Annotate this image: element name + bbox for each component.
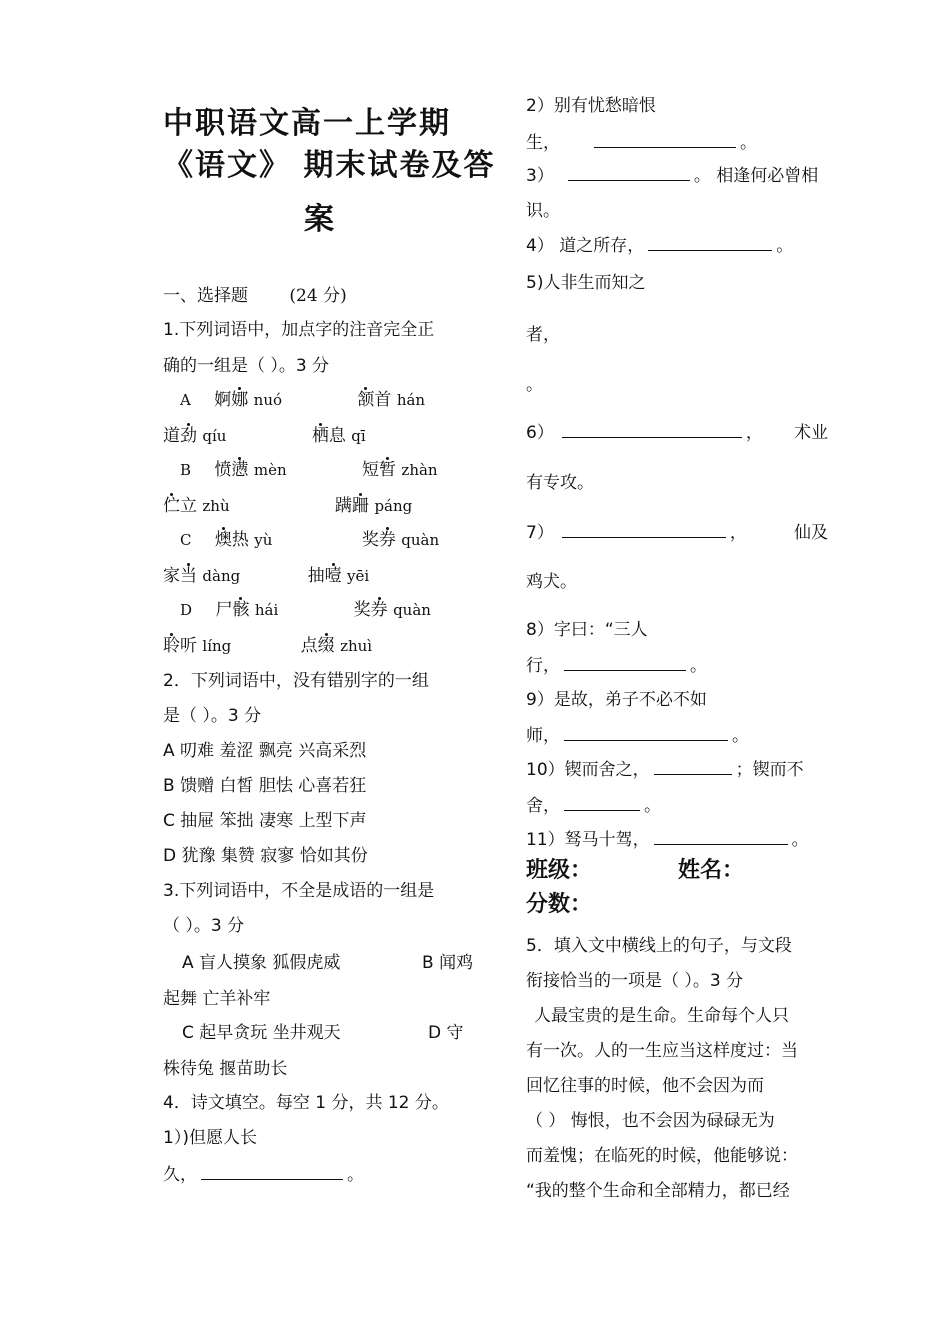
q4-stem: 4．诗文填空。每空 1 分，共 12 分。 (163, 1093, 449, 1113)
word: 颔首 (357, 390, 392, 410)
answer-blank[interactable] (562, 421, 742, 438)
option-letter: C (180, 531, 192, 549)
word: 点缀 (300, 636, 335, 656)
answer-blank[interactable] (648, 234, 772, 251)
section-label: 一、选择题 (163, 286, 248, 306)
q4-item11: 11）驽马十驾， 。 (526, 830, 809, 850)
pinyin: zhàn (401, 461, 438, 479)
word: 抽噎 (307, 566, 342, 586)
q3-option-c: C 起早贪玩 坐井观天 (182, 1023, 341, 1043)
pinyin: qíu (202, 427, 227, 445)
pinyin: páng (374, 497, 413, 515)
q5-line-3: 人最宝贵的是生命。生命每个人只 (534, 1006, 789, 1026)
title-line-1: 中职语文高一上学期 (163, 106, 451, 141)
word: 栖息 (311, 426, 346, 446)
word: 伫立 (163, 496, 197, 516)
q5-line-6: （ ） 悔恨，也不会因为碌碌无为 (526, 1111, 775, 1131)
q3-option-ab-cont: 起舞 亡羊补牢 (163, 989, 271, 1009)
word: 短暂 (362, 460, 397, 480)
section-heading (163, 284, 347, 308)
q5-line-4: 有一次。人的一生应当这样度过：当 (526, 1041, 798, 1061)
q3-option-cd-cont: 株待兔 揠苗助长 (163, 1059, 288, 1079)
q4-item10-a: 10）锲而舍之， ；锲而不 (526, 760, 804, 780)
score-label: 分数： (526, 892, 593, 917)
q4-item4: 4） 道之所存， 。 (526, 236, 794, 256)
name-label: 姓名： (678, 858, 745, 883)
q3-option-d: D 守 (428, 1023, 464, 1043)
answer-blank[interactable] (594, 131, 736, 148)
q1-option-b-row1 (180, 458, 438, 482)
pinyin: zhù (202, 497, 230, 515)
pinyin: hái (254, 601, 279, 619)
q4-item7-d: 鸡犬。 (526, 572, 577, 592)
q4-item7-a: 7） ， (526, 523, 747, 543)
q5-line-5: 回忆往事的时候，他不会因为而 (526, 1076, 764, 1096)
q4-item3-c: 识。 (526, 201, 560, 221)
answer-blank[interactable] (654, 828, 788, 845)
word: 道劲 (163, 426, 197, 446)
q5-line-8: “我的整个生命和全部精力，都已经 (526, 1181, 790, 1201)
q2-option-c: C 抽屉 笨拙 凄寒 上型下声 (163, 811, 367, 831)
q3-stem-2: （ ）。3 分 (163, 916, 245, 936)
word: 奖券 (361, 530, 396, 550)
q1-option-d-row1 (180, 598, 431, 622)
answer-blank[interactable] (201, 1163, 343, 1180)
title-line-2: 《语文》 期末试卷及答 (163, 148, 496, 183)
q4-item8-a: 8）字曰：“三人 (526, 620, 648, 640)
word: 家当 (163, 566, 197, 586)
q3-option-b: B 闻鸡 (422, 953, 474, 973)
q1-option-d-row2 (163, 634, 372, 658)
q4-item6-c: 术业 (794, 423, 828, 443)
q1-option-a-row2 (163, 424, 366, 448)
q2-stem-2: 是（ ）。3 分 (163, 706, 262, 726)
q1-option-c-row1 (180, 528, 439, 552)
q4-item10-b: 舍， 。 (526, 796, 661, 816)
option-letter: A (180, 391, 191, 409)
q1-option-a-row1 (180, 388, 425, 412)
q4-item5-b: 者， (526, 325, 560, 345)
q2-stem-1: 2．下列词语中，没有错别字的一组 (163, 671, 429, 691)
q4-item6-d: 有专攻。 (526, 473, 594, 493)
q4-item3-a: 3） 。 相逢何必曾相 (526, 166, 819, 186)
q4-item7-c: 仙及 (794, 523, 828, 543)
q1-stem-1: 1.下列词语中，加点字的注音完全正 (163, 320, 435, 340)
answer-blank[interactable] (564, 654, 686, 671)
word: 蹒跚 (335, 496, 370, 516)
word: 尸骸 (215, 600, 250, 620)
pinyin: líng (202, 637, 232, 655)
pinyin: mèn (253, 461, 287, 479)
class-label: 班级： (526, 858, 593, 883)
q4-item6-a: 6） ， (526, 423, 763, 443)
answer-blank[interactable] (654, 758, 732, 775)
pinyin: quàn (401, 531, 440, 549)
q4-item8-b: 行， 。 (526, 656, 707, 676)
word: 奖券 (353, 600, 388, 620)
option-letter: B (180, 461, 192, 479)
title-line-3: 案 (304, 202, 336, 237)
option-letter: D (180, 601, 193, 619)
q5-line-1: 5．填入文中横线上的句子，与文段 (526, 936, 792, 956)
q2-option-a: A 叨难 羞涩 飘亮 兴高采烈 (163, 741, 367, 761)
q2-option-b: B 馈赠 白皙 胆怯 心喜若狂 (163, 776, 367, 796)
q4-item1-b: 久， 。 (163, 1165, 364, 1185)
q4-item1-a: 1）)但愿人长 (163, 1128, 257, 1148)
q4-item9-b: 师， 。 (526, 726, 749, 746)
q4-item2-b: 生， 。 (526, 133, 757, 153)
word: 聆听 (163, 636, 197, 656)
q4-item5-a: 5)人非生而知之 (526, 273, 646, 293)
q2-option-d: D 犹豫 集赞 寂寥 恰如其份 (163, 846, 368, 866)
word: 婀娜 (214, 390, 249, 410)
q5-line-2: 衔接恰当的一项是（ ）。3 分 (526, 971, 744, 991)
q4-item5-c: 。 (526, 375, 543, 395)
q3-option-a: A 盲人摸象 狐假虎威 (182, 953, 341, 973)
q5-line-7: 而羞愧；在临死的时候，他能够说： (526, 1146, 798, 1166)
pinyin: yēi (347, 567, 370, 585)
q4-item2-a: 2）别有忧愁暗恨 (526, 96, 656, 116)
pinyin: nuó (253, 391, 283, 409)
pinyin: zhuì (340, 637, 373, 655)
pinyin: yù (254, 531, 273, 549)
answer-blank[interactable] (568, 164, 690, 181)
answer-blank[interactable] (562, 521, 726, 538)
word: 愤懑 (214, 460, 249, 480)
answer-blank[interactable] (564, 794, 640, 811)
pinyin: quàn (393, 601, 431, 619)
q1-option-b-row2 (163, 494, 412, 518)
pinyin: hán (396, 391, 426, 409)
pinyin: qī (351, 427, 366, 445)
word: 燠热 (214, 530, 249, 550)
q1-option-c-row2 (163, 564, 369, 588)
section-score: (24 分) (289, 286, 347, 306)
q1-stem-2: 确的一组是（ ）。3 分 (163, 356, 330, 376)
answer-blank[interactable] (564, 724, 728, 741)
pinyin: dàng (202, 567, 241, 585)
q3-stem-1: 3.下列词语中，不全是成语的一组是 (163, 881, 435, 901)
q4-item9-a: 9）是故，弟子不必不如 (526, 690, 707, 710)
